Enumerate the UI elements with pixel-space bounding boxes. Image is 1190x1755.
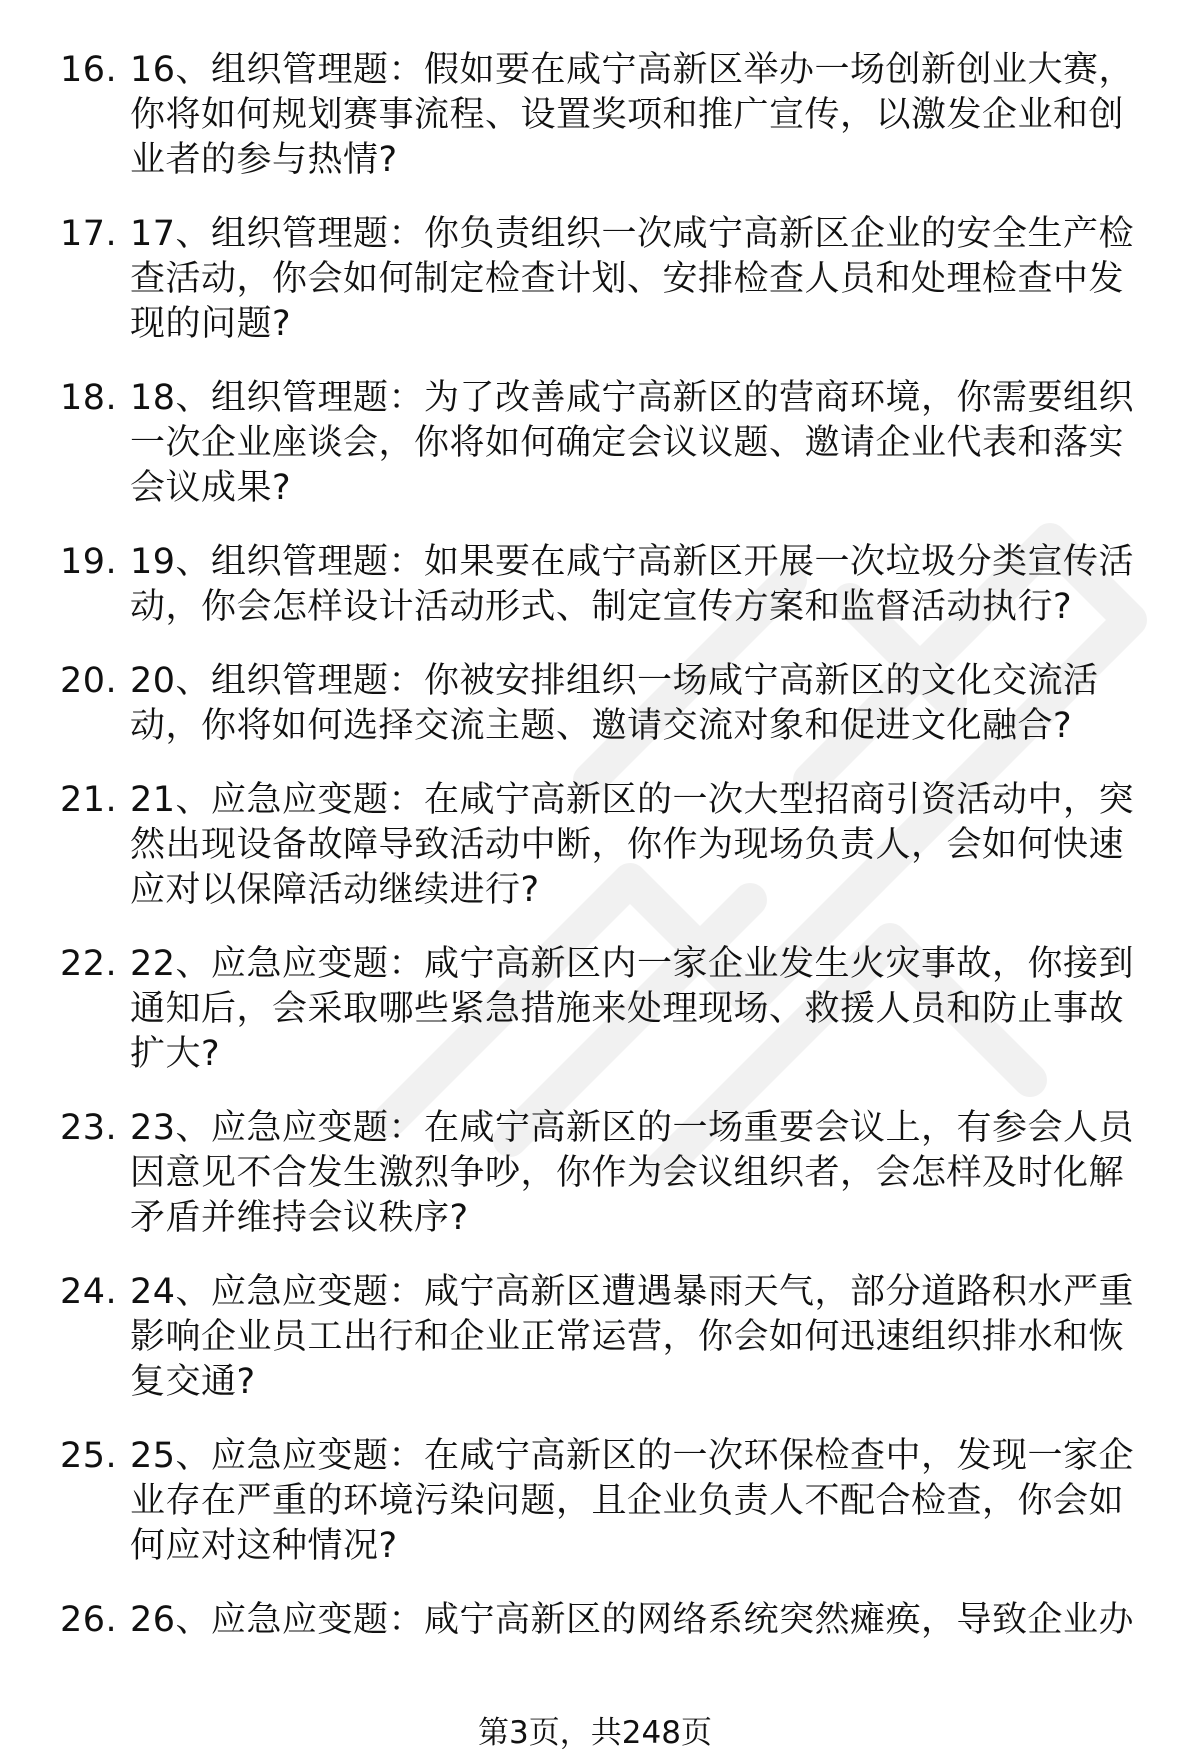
list-item <box>60 1434 1155 1569</box>
item-number: 18. <box>60 378 118 418</box>
page-number: 第3页，共248页 <box>478 1715 712 1751</box>
list-item <box>60 1270 1155 1405</box>
item-text: 22、应急应变题：咸宁高新区内一家企业发生火灾事故，你接到通知后，会采取哪些紧急措施来处理现场、救援人员和防止事故扩大? <box>130 944 1135 1074</box>
item-text: 20、组织管理题：你被安排组织一场咸宁高新区的文化交流活动，你将如何选择交流主题、邀请交流对象和促进文化融合? <box>130 661 1099 746</box>
list-item <box>60 778 1155 913</box>
item-text: 21、应急应变题：在咸宁高新区的一次大型招商引资活动中，突然出现设备故障导致活动中断，你作为现场负责人，会如何快速应对以保障活动继续进行? <box>130 780 1135 910</box>
list-item <box>60 376 1155 511</box>
item-number: 23. <box>60 1108 118 1148</box>
item-text: 25、应急应变题：在咸宁高新区的一次环保检查中，发现一家企业存在严重的环境污染问题，且企业负责人不配合检查，你会如何应对这种情况? <box>130 1436 1135 1566</box>
item-text: 23、应急应变题：在咸宁高新区的一场重要会议上，有参会人员因意见不合发生激烈争吵，你作为会议组织者，会怎样及时化解矛盾并维持会议秩序? <box>130 1108 1135 1238</box>
question-list <box>60 48 1155 1672</box>
list-item <box>60 540 1155 630</box>
list-item <box>60 659 1155 749</box>
list-item <box>60 1106 1155 1241</box>
list-item <box>60 48 1155 183</box>
item-number: 19. <box>60 542 118 582</box>
item-number: 26. <box>60 1600 118 1640</box>
item-number: 24. <box>60 1272 118 1312</box>
item-number: 16. <box>60 50 118 90</box>
item-text: 17、组织管理题：你负责组织一次咸宁高新区企业的安全生产检查活动，你会如何制定检查计划、安排检查人员和处理检查中发现的问题? <box>130 214 1135 344</box>
item-number: 20. <box>60 661 118 701</box>
item-number: 22. <box>60 944 118 984</box>
item-number: 21. <box>60 780 118 820</box>
item-text: 19、组织管理题：如果要在咸宁高新区开展一次垃圾分类宣传活动，你会怎样设计活动形式、制定宣传方案和监督活动执行? <box>130 542 1135 627</box>
list-item <box>60 942 1155 1077</box>
page-footer <box>0 1715 1190 1751</box>
item-text: 18、组织管理题：为了改善咸宁高新区的营商环境，你需要组织一次企业座谈会，你将如何确定会议议题、邀请企业代表和落实会议成果? <box>130 378 1135 508</box>
list-item <box>60 212 1155 347</box>
list-item <box>60 1598 1155 1643</box>
item-text: 26、应急应变题：咸宁高新区的网络系统突然瘫痪，导致企业办 <box>130 1600 1135 1640</box>
item-text: 24、应急应变题：咸宁高新区遭遇暴雨天气，部分道路积水严重影响企业员工出行和企业正常运营，你会如何迅速组织排水和恢复交通? <box>130 1272 1135 1402</box>
item-text: 16、组织管理题：假如要在咸宁高新区举办一场创新创业大赛，你将如何规划赛事流程、设置奖项和推广宣传，以激发企业和创业者的参与热情? <box>130 50 1135 180</box>
item-number: 25. <box>60 1436 118 1476</box>
item-number: 17. <box>60 214 118 254</box>
